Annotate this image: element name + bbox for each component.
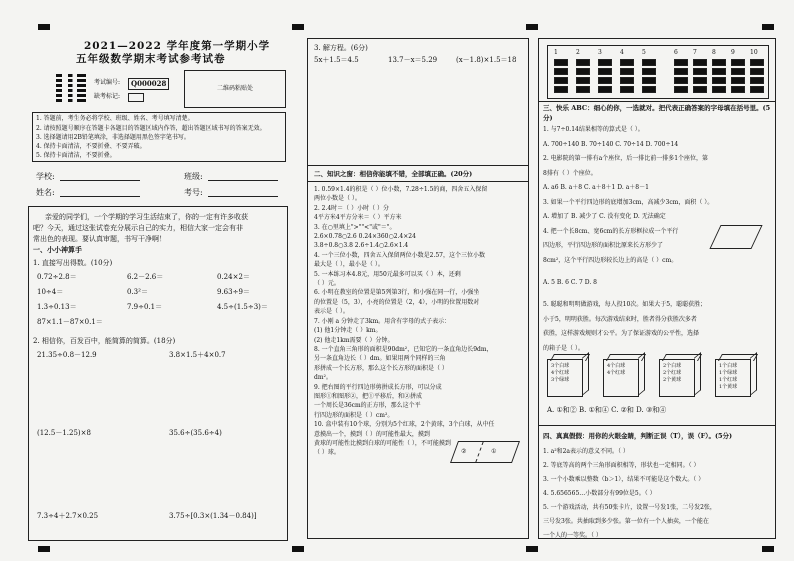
choice-number: 7 — [693, 49, 697, 56]
choice-line: 8cm²，这个平行四边形较长边上的高是（ ）cm。 — [543, 256, 678, 264]
equation: (x－1.8)×1.5＝18 — [456, 56, 517, 64]
seat-field[interactable] — [208, 196, 278, 197]
choice-number: 2 — [576, 49, 580, 56]
exam-title-line1: 2021—2022 学年度第一学期小学 — [84, 40, 271, 52]
question-heading: 1. 直接写出得数。(10分) — [33, 259, 113, 267]
notes-box — [32, 112, 286, 162]
cut-line — [475, 442, 483, 462]
choice-number: 4 — [620, 49, 624, 56]
choice-bubble[interactable] — [620, 86, 634, 93]
fill-line: 6. 小明在教室的位置是第5列第3行，和小强在同一行，小强坐 — [314, 289, 480, 297]
fill-line: 一个周长是36cm的正方形，那么这个平 — [314, 402, 421, 410]
choice-bubble[interactable] — [712, 86, 726, 93]
choice-bubble[interactable] — [620, 77, 634, 84]
ball-label: 1个红球 — [719, 377, 738, 383]
choice-line: 获胜，这样游戏规则才公平。为了保证游戏的公平性，选择 — [543, 330, 700, 337]
column-1 — [24, 38, 286, 539]
note: 2. 请按照题号顺序在答题卡各题目的答题区域内作答，超出答题区域书写的答案无效。 — [36, 125, 266, 132]
fill-line: dm²。 — [314, 374, 332, 382]
ball-label: 4个白球 — [607, 363, 626, 369]
fill-line: 10. 盒中装有10个球，分别为5个红球，2个黄球，3个白球，从中任 — [314, 421, 495, 429]
simplify-item: 35.6÷(35.6÷4) — [169, 429, 222, 437]
choice-number: 5 — [642, 49, 646, 56]
calc-item: 9.63÷9＝ — [217, 288, 250, 296]
figure-label-1: ② — [461, 448, 467, 455]
box-side — [582, 352, 589, 396]
class-field[interactable] — [208, 180, 278, 181]
sticker-area — [184, 70, 286, 108]
choice-number: 8 — [712, 49, 716, 56]
choice-line: 4. 把一个长8cm、宽6cm的长方形框拉成一个平行 — [543, 227, 679, 235]
choice-bubble[interactable] — [674, 77, 688, 84]
ball-boxes — [547, 353, 771, 397]
fill-line: 意摸出一个，摸到（ ）的可能性最大，摸到 — [314, 430, 430, 438]
choice-bubble[interactable] — [674, 68, 688, 75]
choice-bubble[interactable] — [554, 59, 568, 66]
choice-bubble[interactable] — [576, 77, 590, 84]
true-false — [543, 445, 771, 543]
registration-mark — [38, 24, 50, 30]
name-field[interactable] — [60, 196, 140, 197]
fill-line: 表示是（ ）。 — [314, 308, 349, 316]
exam-number-label: 考试编号: — [94, 79, 121, 86]
note: 1. 答题前，考生务必将学校、班级、姓名、考号填写清楚。 — [36, 115, 194, 122]
fill-line: 7. 小刚 a 分钟走了3km。用含有字母的式子表示： — [314, 317, 451, 325]
choice-number: 10 — [750, 49, 758, 56]
box-options: A. ①和② B. ①和④ C. ②和 D. ③和④ — [547, 406, 667, 414]
choice-number: 6 — [674, 49, 678, 56]
ball-label: 3个白球 — [551, 363, 570, 369]
section-heading: 一、小小神算手 — [33, 245, 82, 254]
equations — [308, 53, 528, 67]
divider — [308, 181, 528, 182]
seat-label: 考号: — [184, 188, 203, 197]
ball-box — [603, 359, 639, 397]
choice-bubble[interactable] — [693, 86, 707, 93]
ball-label: 2个黄球 — [663, 377, 682, 383]
section-1-box — [28, 206, 288, 541]
box-side — [694, 352, 701, 396]
choice-bubble[interactable] — [731, 59, 745, 66]
choice-bubble[interactable] — [674, 86, 688, 93]
ball-label: 4个红球 — [607, 370, 626, 376]
registration-mark — [762, 546, 774, 552]
choice-line: 3. 如果一个平行四边形的底增加3cm，高减少3cm，面积（ ）。 — [543, 198, 714, 206]
choice-number: 1 — [554, 49, 558, 56]
choice-bubble[interactable] — [712, 77, 726, 84]
fill-line: 图形①和图形②，把①平移后，和②拼成 — [314, 392, 423, 400]
box-side — [638, 352, 645, 396]
note: 4. 保持卡面清洁，不要折叠、不要弄破。 — [36, 143, 146, 150]
choice-line: 小于5，明明获胜。每次游戏结束时，胜者得分获胜次多者 — [543, 315, 697, 323]
choice-line: 5. 聪聪和明明做游戏，每人投10次。如果大于5，聪聪获胜； — [543, 301, 707, 308]
calc-item: 1.3÷0.13＝ — [37, 303, 77, 311]
choice-line: A. 5 B. 6 C. 7 D. 8 — [543, 279, 597, 286]
fill-line: 形拼成一个长方形，那么这个长方形的面积是（ ） — [314, 364, 448, 372]
fill-line: （ ）元。 — [314, 280, 340, 288]
registration-mark — [526, 24, 538, 30]
choice-bubble[interactable] — [642, 68, 656, 75]
registration-mark — [526, 546, 538, 552]
exam-number: Q000028 — [128, 78, 169, 90]
calc-item: 10÷4＝ — [37, 288, 64, 296]
divider — [539, 101, 775, 102]
choice-bubble[interactable] — [554, 86, 568, 93]
simplify-item: 3.75÷[0.3×(1.34－0.84)] — [169, 512, 257, 520]
simplify-item: 21.35÷0.8－12.9 — [37, 351, 97, 359]
choice-bubble[interactable] — [576, 68, 590, 75]
name-label: 姓名: — [36, 188, 55, 197]
registration-mark — [762, 24, 774, 30]
choice-bubble[interactable] — [750, 59, 764, 66]
ball-box — [715, 359, 751, 397]
choice-bubble[interactable] — [731, 77, 745, 84]
ball-box — [659, 359, 695, 397]
divider — [539, 425, 775, 426]
sticker-label: 二维码粘贴处 — [216, 85, 253, 92]
choice-bubble[interactable] — [693, 68, 707, 75]
fill-blanks — [314, 185, 526, 458]
choice-bubble[interactable] — [620, 59, 634, 66]
simplify-item: 3.8×1.5＋4×0.7 — [169, 351, 226, 359]
tf-line: 1. a²和2a表示的意义不同。（ ） — [543, 448, 629, 455]
choice-bubble[interactable] — [712, 59, 726, 66]
fill-line: (2) 他走1km需要（ ）分钟。 — [314, 336, 394, 344]
choice-bubble[interactable] — [674, 59, 688, 66]
choice-bubble[interactable] — [693, 59, 707, 66]
choice-bubble[interactable] — [598, 59, 612, 66]
registration-mark — [292, 546, 304, 552]
fill-line: 4. 一个三位小数，四舍五入保留两位小数是2.57，这个三位小数 — [314, 251, 485, 259]
intro-line: 常出色的表现。要认真审题，书写干净啊！ — [33, 235, 166, 243]
tf-line: 3. 一个小数乘以整数（b＞1），结果不可能是这个数大。（ ） — [543, 476, 705, 483]
choice-bubble[interactable] — [731, 68, 745, 75]
choice-bubble[interactable] — [554, 68, 568, 75]
box-side — [750, 352, 757, 396]
choice-bubble[interactable] — [750, 86, 764, 93]
class-label: 班级: — [184, 172, 203, 181]
fill-line: 的位置是（5，3），小亮的位置是（2，4），小明的位置用数对 — [314, 298, 480, 306]
ball-label: 3个绿球 — [551, 377, 570, 383]
ball-label: 4个红球 — [551, 370, 570, 376]
equation: 5x＋1.5＝4.5 — [314, 56, 359, 64]
tf-line: 2. 等底等高的两个三角形面积相等，形状也一定相同。（ ） — [543, 462, 700, 469]
missing-mark-box[interactable] — [128, 93, 144, 102]
ball-label: 1个白球 — [719, 363, 738, 369]
tf-line: 一个人的一等奖。（ ） — [543, 532, 602, 539]
choice-bubble[interactable] — [731, 86, 745, 93]
figure-label-2: ① — [491, 448, 497, 455]
choice-line: 四边形，平行四边形的面积比原来长方形少了 — [543, 242, 664, 249]
missing-mark-label: 缺考标记: — [94, 93, 121, 100]
choice-bubble[interactable] — [598, 68, 612, 75]
note: 5. 保持卡面清洁，不要折叠。 — [36, 152, 116, 159]
choice-line: 2. 电影院的第一排有a个座位，后一排比前一排多1个座位，第 — [543, 155, 709, 162]
calc-item: 87×1.1－87×0.1＝ — [37, 318, 103, 326]
fill-line: 9. 把右图的平行四边形剪拼成长方形，可以分成 — [314, 383, 442, 391]
choice-line: 1. 与7÷0.14结果相等的算式是（ ）。 — [543, 126, 644, 133]
fill-line: 5. 一本练习本4.8元，用50元最多可以买（ ）本，还剩 — [314, 270, 461, 278]
fill-line: 1. 0.59×1.4的积是（ ）位小数，7.28÷1.5的商，四舍五入保留 — [314, 186, 488, 193]
calc-item: 4.5÷(1.5÷3)＝ — [217, 303, 268, 311]
choice-number: 3 — [598, 49, 602, 56]
ball-label: 1个绿球 — [719, 370, 738, 376]
fill-line: 3.8÷0.8○3.8 2.6÷1.4○2.6×1.4 — [314, 242, 409, 250]
school-field[interactable] — [60, 180, 140, 181]
equation: 13.7－x＝5.29 — [388, 56, 438, 64]
fill-line: 最大是（ ），最小是（ ）。 — [314, 261, 384, 269]
fill-line: 2. 2.4时＝（ ）小时（ ）分 — [314, 204, 389, 212]
choice-bubble[interactable] — [642, 86, 656, 93]
ball-label: 1个黄球 — [719, 384, 738, 390]
column-2 — [307, 38, 529, 539]
choice-bubble[interactable] — [750, 68, 764, 75]
school-label: 学校: — [36, 172, 55, 181]
calc-item: 0.72÷2.8＝ — [37, 273, 77, 281]
choice-bubble[interactable] — [693, 77, 707, 84]
choice-line: 的箱子是（ ）。 — [543, 344, 584, 352]
choice-answer-box — [547, 45, 769, 99]
section-heading: 三、快乐 ABC：细心的你，一选就对。把代表正确答案的字母填在括号里。(5分) — [543, 104, 771, 122]
choice-line: A. 增加了 B. 减少了 C. 没有变化 D. 无法确定 — [543, 213, 666, 220]
fill-line: 4平方米4平方分米＝（ ）平方米 — [314, 214, 402, 222]
ball-label: 2个红球 — [663, 370, 682, 376]
registration-mark — [292, 24, 304, 30]
divider — [308, 165, 528, 166]
choice-line: A. a6 B. a＋8 C. a＋8＋1 D. a＋8－1 — [543, 184, 649, 191]
tf-line: 三号发3张。共抽取到多少张。第一位有一个人抽卖，一个能在 — [543, 518, 709, 525]
fill-line: 2.6×0.78○2.6 0.24×360○2.4×24 — [314, 233, 416, 241]
intro-line: 吧？今天，通过这张试卷充分展示自己的实力，相信大家一定会有非 — [33, 224, 243, 232]
choice-bubble[interactable] — [750, 77, 764, 84]
calc-item: 6.2－2.6＝ — [127, 273, 164, 281]
fill-line: 两位小数是（ ）。 — [314, 195, 361, 203]
calc-item: 0.24×2＝ — [217, 273, 250, 281]
calc-item: 0.3²＝ — [127, 288, 148, 296]
choice-line: A. 700÷140 B. 70÷140 C. 70÷14 D. 700÷14 — [543, 140, 679, 148]
fill-line: 行四边形的面积是（ ）cm²。 — [314, 411, 394, 419]
choice-bubble[interactable] — [598, 77, 612, 84]
exam-title-line2: 五年级数学期末考试参考试卷 — [76, 53, 226, 65]
fill-line: (1) 他1分钟走（ ）km。 — [314, 327, 382, 335]
choice-bubble[interactable] — [712, 68, 726, 75]
question-heading: 3. 解方程。(6分) — [314, 44, 368, 52]
choice-bubble[interactable] — [554, 77, 568, 84]
parallelogram-figure — [450, 441, 520, 463]
qr-code — [56, 72, 86, 102]
choice-bubble[interactable] — [642, 77, 656, 84]
choice-line: 8排有（ ）个座位。 — [543, 169, 597, 177]
section-heading: 二、知识之窗：相信你能填不错，全部填正确。(20分) — [314, 170, 473, 178]
simplify-item: (12.5－1.25)×8 — [37, 429, 91, 437]
section-heading: 四、真真假假：用你的火眼金睛，判断正误（T），误（F）。(5分) — [543, 432, 733, 440]
simplify-item: 7.3÷4＋2.7×0.25 — [37, 512, 99, 520]
note: 3. 选择题请用2B铅笔填涂，非选择题用黑色签字笔书写。 — [36, 134, 190, 141]
ball-box — [547, 359, 583, 397]
fill-line: 3. 在○里填上">""<"或"＝"。 — [314, 223, 396, 231]
calc-item: 7.9÷0.1＝ — [127, 303, 163, 311]
choice-bubble[interactable] — [576, 86, 590, 93]
column-3 — [538, 38, 776, 539]
choice-bubble[interactable] — [598, 86, 612, 93]
fill-line: 黄球的可能性比摸到白球的可能性（ ），不可能摸到 — [314, 439, 451, 447]
fill-line: 8. 一个直角三角形的面积是90dm²，已知它的一条直角边长9dm， — [314, 345, 493, 353]
choice-number: 9 — [731, 49, 735, 56]
tf-line: 5. 一个游戏活动，共有50张卡片，设置一号发1张，二号发2张， — [543, 504, 716, 511]
choice-bubble[interactable] — [642, 59, 656, 66]
ball-label: 2个白球 — [663, 363, 682, 369]
calc-grid — [29, 272, 287, 332]
intro-line: 亲爱的同学们，一个学期的学习生活结束了，你的一定有许多收获 — [45, 213, 248, 221]
choice-bubble[interactable] — [620, 68, 634, 75]
fill-line: （ ）球。 — [314, 449, 340, 457]
tf-line: 4. 5.656565…小数部分有99位是5。（ ） — [543, 490, 656, 497]
choice-bubble[interactable] — [576, 59, 590, 66]
fill-line: 另一条直角边长（ ）dm。如果用两个同样的三角 — [314, 355, 446, 363]
question-heading: 2. 相信你，百发百中，能简算的简算。(18分) — [33, 337, 176, 345]
simplify-grid — [29, 346, 287, 556]
